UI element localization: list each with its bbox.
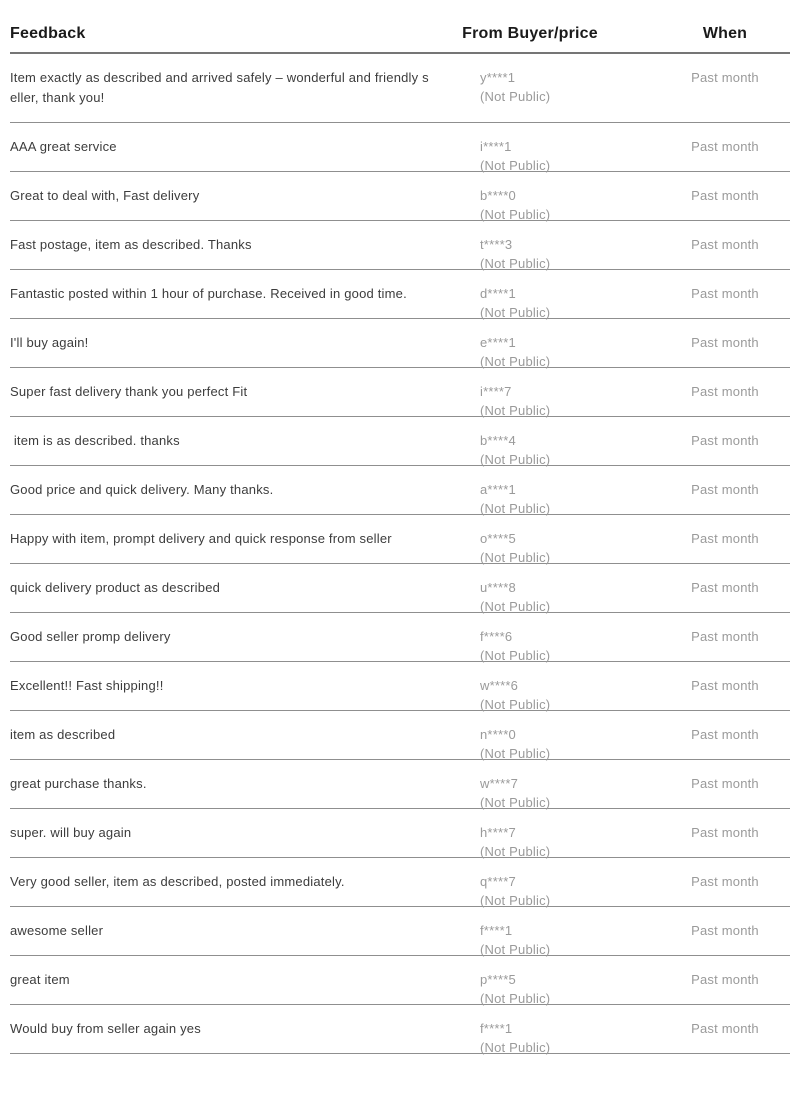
buyer-cell xyxy=(430,774,630,810)
buyer-privacy-note: (Not Public) xyxy=(480,354,551,369)
feedback-table-body xyxy=(10,54,790,1054)
buyer-privacy-note: (Not Public) xyxy=(480,893,551,908)
feedback-row xyxy=(10,221,790,270)
feedback-text: Great to deal with, Fast delivery xyxy=(10,188,200,203)
buyer-privacy-note: (Not Public) xyxy=(480,452,551,467)
feedback-row xyxy=(10,613,790,662)
feedback-text: Good seller promp delivery xyxy=(10,629,171,644)
feedback-text: Fantastic posted within 1 hour of purchase. Received in good time. xyxy=(10,286,407,301)
feedback-when: Past month xyxy=(691,335,759,350)
feedback-row xyxy=(10,54,790,123)
buyer-cell xyxy=(430,627,630,663)
feedback-text: super. will buy again xyxy=(10,825,132,840)
feedback-when: Past month xyxy=(691,384,759,399)
buyer-cell xyxy=(430,970,630,1006)
feedback-when: Past month xyxy=(691,286,759,301)
buyer-masked-username: q****7 xyxy=(480,874,516,889)
buyer-privacy-note: (Not Public) xyxy=(480,501,551,516)
buyer-masked-username: w****6 xyxy=(480,678,519,693)
buyer-masked-username: f****6 xyxy=(480,629,513,644)
feedback-when: Past month xyxy=(691,629,759,644)
feedback-row xyxy=(10,711,790,760)
feedback-text: item as described xyxy=(10,727,116,742)
buyer-masked-username: o****5 xyxy=(480,531,516,546)
buyer-masked-username: t****3 xyxy=(480,237,513,252)
buyer-masked-username: w****7 xyxy=(480,776,519,791)
feedback-text: Happy with item, prompt delivery and quick response from seller xyxy=(10,531,392,546)
buyer-cell xyxy=(430,823,630,859)
feedback-text: I'll buy again! xyxy=(10,335,89,350)
feedback-row xyxy=(10,172,790,221)
feedback-when: Past month xyxy=(691,139,759,154)
feedback-when: Past month xyxy=(691,433,759,448)
feedback-when: Past month xyxy=(691,825,759,840)
feedback-text: Good price and quick delivery. Many thanks. xyxy=(10,482,274,497)
buyer-cell xyxy=(430,921,630,957)
buyer-cell xyxy=(430,137,630,173)
buyer-masked-username: i****1 xyxy=(480,139,512,154)
feedback-row xyxy=(10,662,790,711)
column-header-from-buyer-price: From Buyer/price xyxy=(462,25,598,42)
buyer-privacy-note: (Not Public) xyxy=(480,648,551,663)
feedback-text: Item exactly as described and arrived safely – wonderful and friendly seller, thank you! xyxy=(10,70,429,105)
feedback-when: Past month xyxy=(691,923,759,938)
buyer-cell xyxy=(430,872,630,908)
feedback-when: Past month xyxy=(691,580,759,595)
feedback-when: Past month xyxy=(691,70,759,85)
buyer-masked-username: b****4 xyxy=(480,433,516,448)
feedback-row xyxy=(10,515,790,564)
feedback-text: Super fast delivery thank you perfect Fit xyxy=(10,384,248,399)
buyer-privacy-note: (Not Public) xyxy=(480,305,551,320)
feedback-text: Very good seller, item as described, posted immediately. xyxy=(10,874,345,889)
feedback-text: Would buy from seller again yes xyxy=(10,1021,201,1036)
buyer-cell xyxy=(430,235,630,271)
feedback-when: Past month xyxy=(691,678,759,693)
buyer-privacy-note: (Not Public) xyxy=(480,844,551,859)
feedback-text: Excellent!! Fast shipping!! xyxy=(10,678,164,693)
buyer-masked-username: d****1 xyxy=(480,286,516,301)
buyer-privacy-note: (Not Public) xyxy=(480,403,551,418)
feedback-row xyxy=(10,368,790,417)
feedback-row xyxy=(10,270,790,319)
buyer-masked-username: f****1 xyxy=(480,923,513,938)
buyer-masked-username: i****7 xyxy=(480,384,512,399)
buyer-cell xyxy=(430,725,630,761)
buyer-masked-username: p****5 xyxy=(480,972,516,987)
buyer-masked-username: b****0 xyxy=(480,188,516,203)
buyer-cell xyxy=(430,186,630,222)
feedback-row xyxy=(10,1005,790,1054)
feedback-when: Past month xyxy=(691,1021,759,1036)
buyer-masked-username: f****1 xyxy=(480,1021,513,1036)
feedback-row xyxy=(10,564,790,613)
buyer-cell xyxy=(430,1019,630,1055)
buyer-privacy-note: (Not Public) xyxy=(480,746,551,761)
buyer-cell xyxy=(430,68,630,104)
buyer-masked-username: u****8 xyxy=(480,580,516,595)
buyer-privacy-note: (Not Public) xyxy=(480,89,551,104)
feedback-table-header xyxy=(10,0,790,54)
feedback-when: Past month xyxy=(691,237,759,252)
buyer-cell xyxy=(430,431,630,467)
feedback-when: Past month xyxy=(691,874,759,889)
buyer-cell xyxy=(430,529,630,565)
feedback-row xyxy=(10,760,790,809)
feedback-text: AAA great service xyxy=(10,139,117,154)
feedback-when: Past month xyxy=(691,727,759,742)
buyer-privacy-note: (Not Public) xyxy=(480,207,551,222)
buyer-masked-username: n****0 xyxy=(480,727,516,742)
feedback-text: great purchase thanks. xyxy=(10,776,147,791)
feedback-text: great item xyxy=(10,972,70,987)
buyer-masked-username: a****1 xyxy=(480,482,516,497)
buyer-cell xyxy=(430,676,630,712)
feedback-row xyxy=(10,319,790,368)
feedback-when: Past month xyxy=(691,972,759,987)
feedback-row xyxy=(10,956,790,1005)
column-header-when: When xyxy=(702,25,748,42)
feedback-when: Past month xyxy=(691,482,759,497)
feedback-when: Past month xyxy=(691,776,759,791)
buyer-masked-username: e****1 xyxy=(480,335,516,350)
buyer-masked-username: y****1 xyxy=(480,70,516,85)
feedback-row xyxy=(10,123,790,172)
buyer-cell xyxy=(430,333,630,369)
buyer-privacy-note: (Not Public) xyxy=(480,550,551,565)
feedback-row xyxy=(10,809,790,858)
feedback-row xyxy=(10,858,790,907)
feedback-when: Past month xyxy=(691,188,759,203)
buyer-privacy-note: (Not Public) xyxy=(480,1040,551,1055)
feedback-text: Fast postage, item as described. Thanks xyxy=(10,237,252,252)
buyer-cell xyxy=(430,382,630,418)
feedback-row xyxy=(10,907,790,956)
buyer-privacy-note: (Not Public) xyxy=(480,991,551,1006)
feedback-table xyxy=(10,0,790,1054)
feedback-text: quick delivery product as described xyxy=(10,580,221,595)
buyer-privacy-note: (Not Public) xyxy=(480,256,551,271)
buyer-masked-username: h****7 xyxy=(480,825,516,840)
buyer-cell xyxy=(430,284,630,320)
buyer-cell xyxy=(430,578,630,614)
buyer-privacy-note: (Not Public) xyxy=(480,942,551,957)
buyer-privacy-note: (Not Public) xyxy=(480,158,551,173)
feedback-row xyxy=(10,466,790,515)
feedback-text: item is as described. thanks xyxy=(10,433,180,448)
feedback-text: awesome seller xyxy=(10,923,104,938)
buyer-privacy-note: (Not Public) xyxy=(480,599,551,614)
buyer-privacy-note: (Not Public) xyxy=(480,697,551,712)
buyer-privacy-note: (Not Public) xyxy=(480,795,551,810)
column-header-feedback: Feedback xyxy=(10,25,86,42)
buyer-cell xyxy=(430,480,630,516)
feedback-when: Past month xyxy=(691,531,759,546)
feedback-row xyxy=(10,417,790,466)
